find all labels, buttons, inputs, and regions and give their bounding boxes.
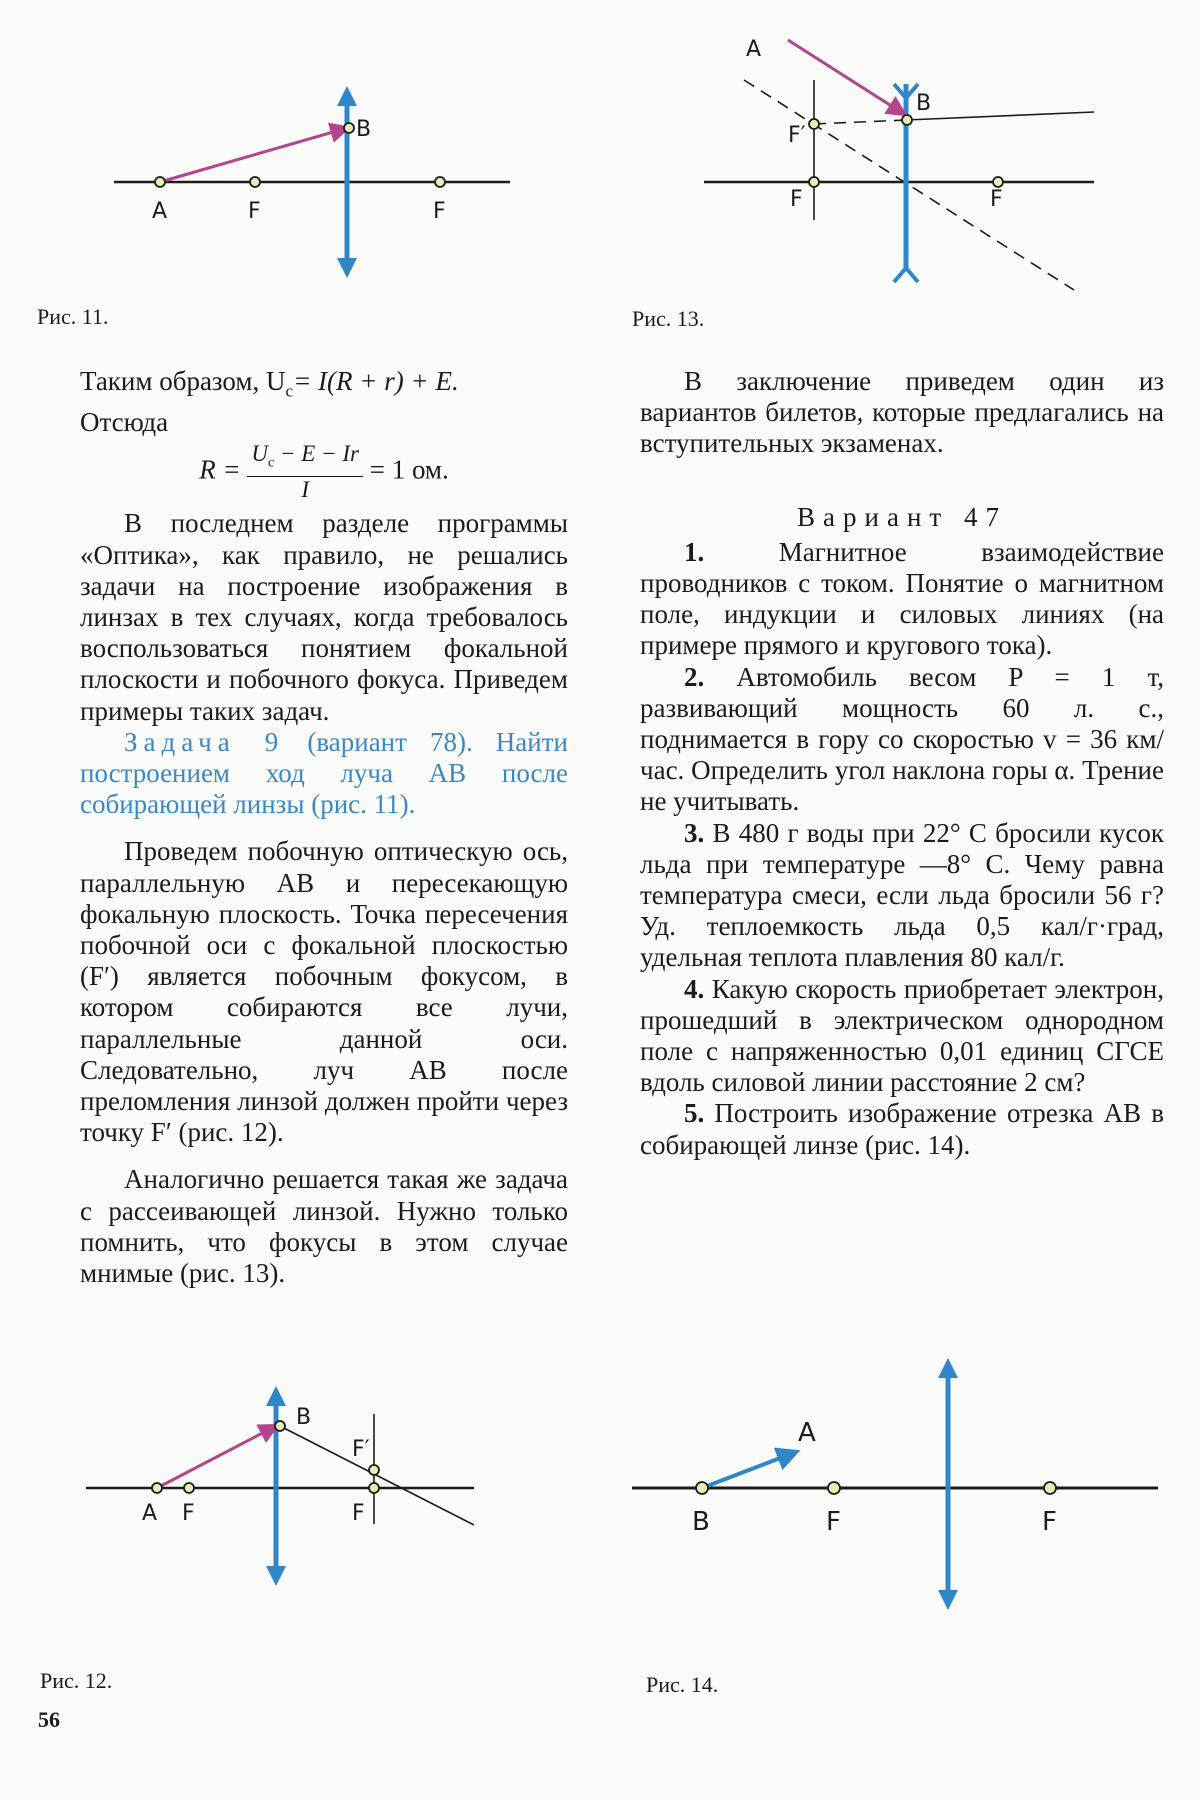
page-number: 56 [38,1707,60,1732]
formula-num-rest: − E − Ir [274,440,359,466]
question-2-text: Автомобиль весом P = 1 т, развивающий мощность 60 л. с., поднимается в гору со скоростью v = 36 км/час. Определить угол наклона горы α. Трение не учитывать. [640,661,1164,817]
formula-line [80,366,568,407]
caption-fig14: Рис. 14. [646,1672,719,1697]
point-a [152,1483,162,1493]
formula-intro-rest: = I(R + r) + E. [293,366,459,396]
paragraph-diverging: Аналогично решается такая же задача с рассеивающей линзой. Нужно только помнить, что фокусы в этом случае мнимые (рис. 13). [80,1164,568,1289]
label-b: B [692,1507,710,1537]
caption-fig13: Рис. 13. [632,306,705,331]
figure-14 [632,1364,1158,1604]
label-a: A [798,1418,816,1448]
ray-ab [160,128,347,182]
right-column [640,366,1164,1161]
label-f2: F [352,1501,365,1526]
refracted-ray [906,112,1094,120]
label-a: A [142,1501,158,1526]
formula-num-u: U [251,440,269,466]
question-1-text: Магнитное взаимодействие проводников с током. Понятие о магнитном поле, индукции и силовых линиях (на примере прямого и кругового тока). [640,536,1164,661]
question-2-number: 2. [684,661,705,692]
label-f1: F [790,187,803,212]
formula-numerator [247,442,363,478]
focus-right [369,1483,379,1493]
figure-13 [704,37,1094,290]
question-5 [640,1098,1164,1160]
task-label: Задача 9 [124,726,285,757]
focus-prime [809,119,819,129]
focus-right [993,177,1003,187]
question-3-text: В 480 г воды при 22° С бросили кусок льда при температуре —8° С. Чему равна температура смеси, если льда бросили 56 г? Уд. теплоемкость льда 0,5 кал/г·град, удельная теплота плавления 80 кал/г. [640,817,1164,973]
figure-11 [114,92,510,272]
task-text: (вариант 78). Найти построением ход луча AB после собирающей линзы (рис. 11). [80,726,568,820]
otsyuda: Отсюда [80,406,169,437]
question-3-number: 3. [684,817,705,848]
label-f2: F [433,199,446,224]
label-f1: F [248,199,261,224]
paragraph-optics: В последнем разделе программы «Оптика», как правило, не решались задачи на построение изображения в линзах в тех случаях, когда требовалось воспользоваться понятием фокальной плоскости и побочного фокуса. Приведем примеры таких задач. [80,508,568,726]
dashed-extension [814,120,906,124]
ray-ab [788,40,904,114]
formula-num-sub: c [268,455,275,471]
label-a: A [152,199,168,224]
focus-left [184,1483,194,1493]
formula-lhs: R = [199,454,241,485]
point-b [344,123,354,133]
variant-title: Вариант 47 [797,501,1007,532]
ray-ab [157,1426,276,1488]
left-column [80,366,568,1289]
formula-r [80,442,568,503]
diverging-lens-bottom-fork [894,268,918,282]
task-9 [80,727,568,821]
question-4-number: 4. [684,973,705,1004]
label-f2: F [990,187,1003,212]
question-5-number: 5. [684,1098,705,1129]
label-b: B [356,117,372,142]
refracted-ray [280,1426,474,1525]
focus-prime [369,1465,379,1475]
label-b: B [296,1405,312,1430]
formula-fraction [247,442,363,503]
caption-fig12: Рис. 12. [40,1668,113,1693]
question-5-text: Построить изображение отрезка AB в собирающей линзе (рис. 14). [640,1098,1164,1160]
label-a: A [746,37,762,62]
label-f1: F [826,1507,841,1537]
intro-paragraph: В заключение приведем один из вариантов билетов, которые предлагались на вступительных экзаменах. [640,366,1164,459]
caption-fig11: Рис. 11. [37,304,109,329]
focus-left [809,177,819,187]
question-3 [640,818,1164,974]
figure-12 [86,1392,474,1580]
question-4-text: Какую скорость приобретает электрон, прошедший в электрическом однородном поле с напряженностью 0,01 единиц СГСЕ вдоль силовой линии расстояние 2 см? [640,973,1164,1098]
formula-denominator [247,477,363,502]
focus-right [1044,1482,1056,1494]
point-b [275,1421,285,1431]
point-b [696,1482,708,1494]
label-f1: F [182,1501,195,1526]
focus-left [250,177,260,187]
paragraph-solution: Проведем побочную оптическую ось, параллельную AB и пересекающую фокальную плоскость. Точка пересечения побочной оси с фокальной плоскостью (F′) является побочным фокусом, в котором собираются все лучи, параллельные данной оси. Следовательно, луч AB после преломления линзой должен пройти через точку F′ (рис. 12). [80,836,568,1148]
formula-intro: Таким образом, U [80,366,286,396]
focus-left [828,1482,840,1494]
point-b [902,115,912,125]
question-4 [640,974,1164,1099]
question-1-number: 1. [684,536,705,567]
segment-ab [702,1452,796,1488]
focus-right [435,177,445,187]
point-a [155,177,165,187]
question-2 [640,662,1164,818]
label-fprime: F′ [352,1437,370,1462]
label-b: B [916,91,932,116]
label-fprime: F′ [788,123,806,148]
dashed-secondary-axis [744,80,1074,290]
formula-rhs: = 1 ом. [369,454,449,485]
formula-intro-sub: c [285,381,294,401]
label-f2: F [1042,1507,1057,1537]
question-1 [640,537,1164,662]
formula-den-i: I [301,477,310,503]
